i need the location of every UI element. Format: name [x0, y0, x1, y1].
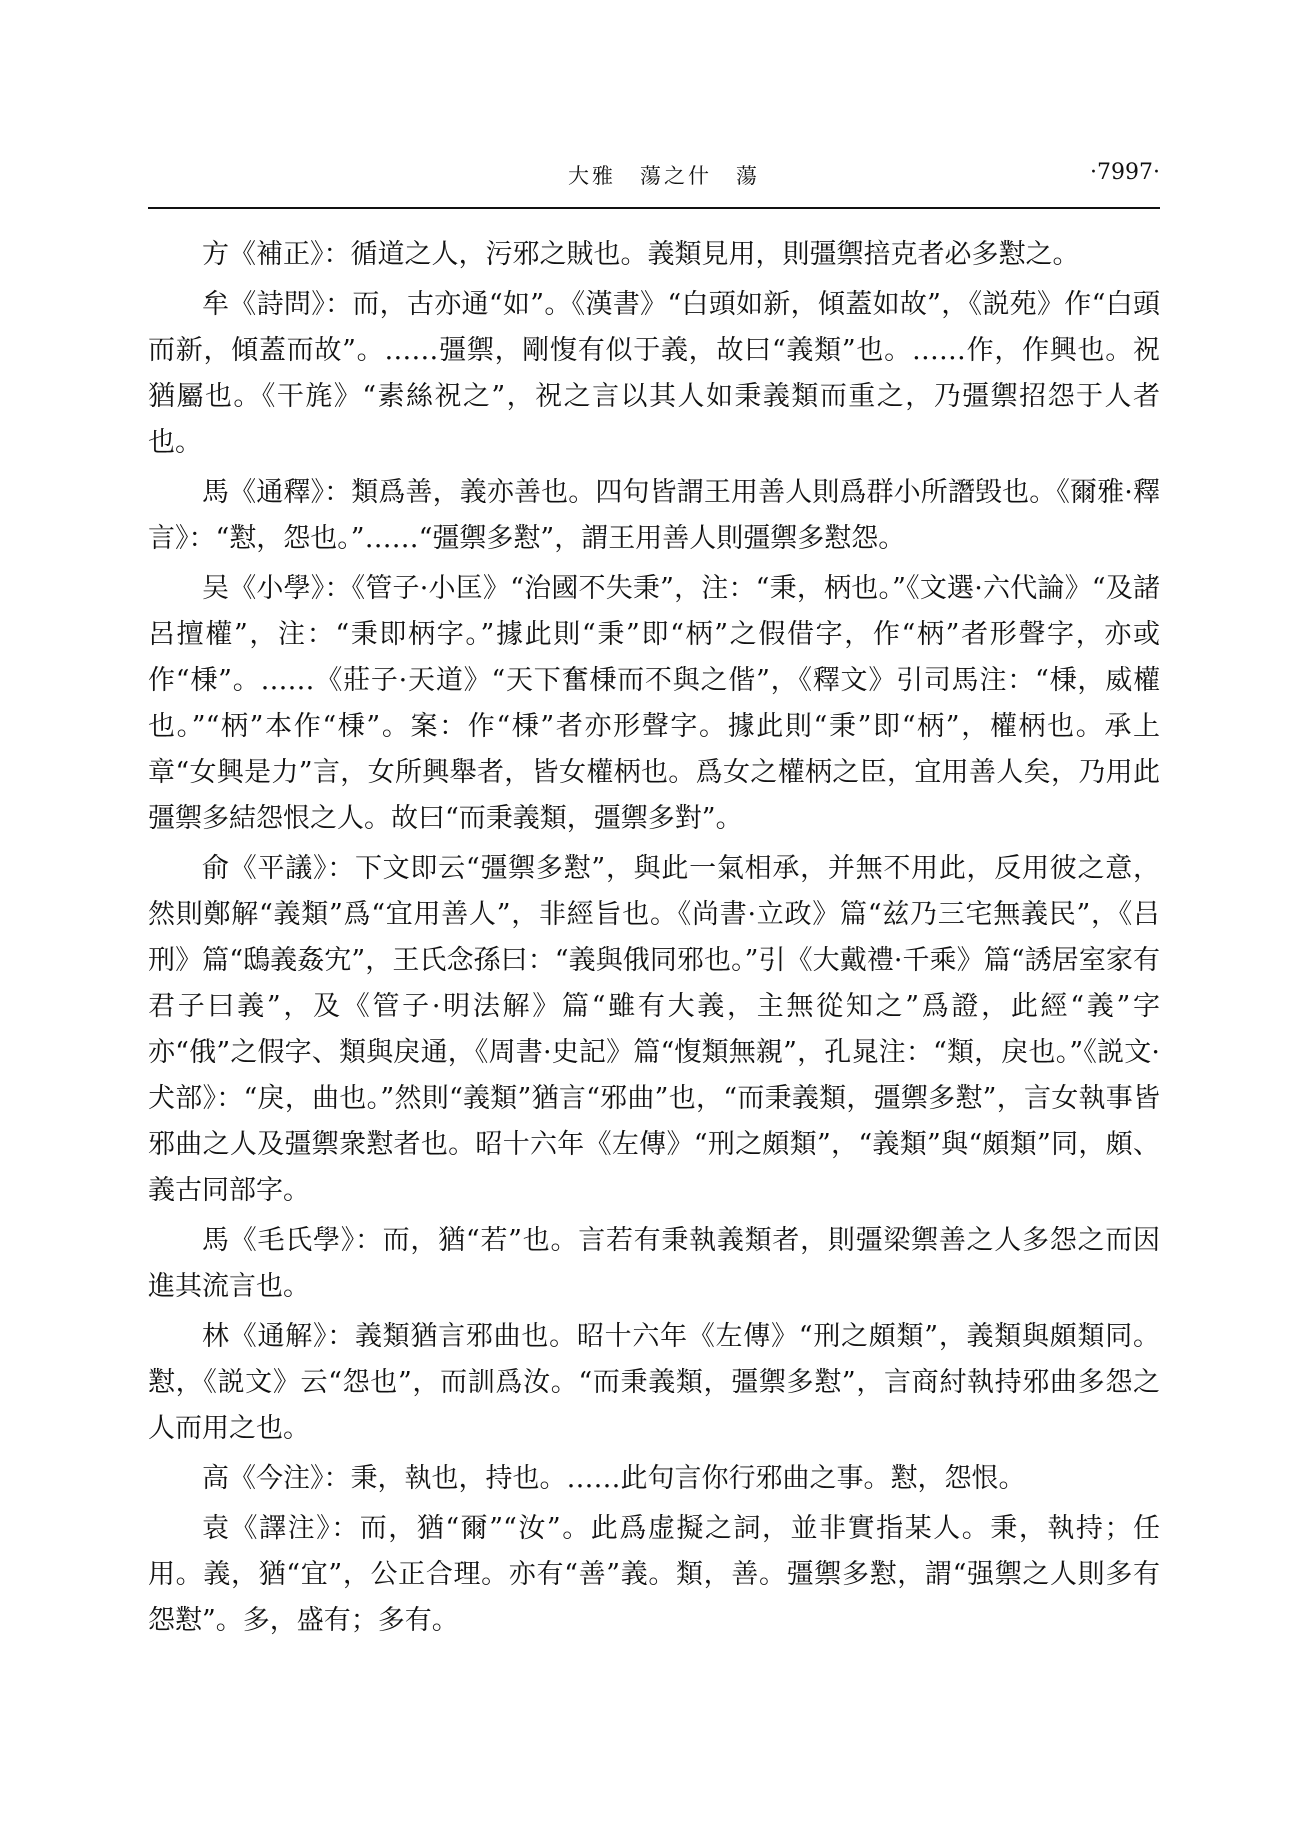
page-header — [148, 160, 1160, 192]
commentary-paragraph: 吴《小學》：《管子·小匡》“治國不失秉”，注：“秉，柄也。”《文選·六代論》“及諸呂擅權”，注：“秉即柄字。”據此則“秉”即“柄”之假借字，作“柄”者形聲字，亦或作“棅”。……《莊子·天道》“天下奮棅而不與之偕”，《釋文》引司馬注：“棅，威權也。”“柄”本作“棅”。案：作“棅”者亦形聲字。據此則“秉”即“柄”，權柄也。承上章“女興是力”言，女所興舉者，皆女權柄也。爲女之權柄之臣，宜用善人矣，乃用此彊禦多結怨恨之人。故曰“而秉義類，彊禦多對”。 — [148, 573, 1160, 834]
commentary-paragraph: 袁《譯注》：而，猶“爾”“汝”。此爲虚擬之詞，並非實指某人。秉，執持；任用。義，猶“宜”，公正合理。亦有“善”義。類，善。彊禦多懟，謂“强禦之人則多有怨懟”。多，盛有；多有。 — [148, 1513, 1160, 1636]
commentary-paragraph: 牟《詩問》：而，古亦通“如”。《漢書》“白頭如新，傾蓋如故”，《説苑》作“白頭而新，傾蓋而故”。……彊禦，剛愎有似于義，故曰“義類”也。……作，作興也。祝猶屬也。《干旄》“素絲祝之”，祝之言以其人如秉義類而重之，乃彊禦招怨于人者也。 — [148, 289, 1160, 458]
commentary-paragraph: 高《今注》：秉，執也，持也。……此句言你行邪曲之事。懟，怨恨。 — [202, 1463, 1026, 1494]
commentary-paragraph: 俞《平議》：下文即云“彊禦多懟”，與此一氣相承，并無不用此，反用彼之意，然則鄭解“義類”爲“宜用善人”，非經旨也。《尚書·立政》篇“兹乃三宅無義民”，《吕刑》篇“鴟義姦宄”，王氏念孫曰：“義與俄同邪也。”引《大戴禮·千乘》篇“誘居室家有君子曰義”，及《管子·明法解》篇“雖有大義，主無從知之”爲證，此經“義”字亦“俄”之假字、類與戾通，《周書·史記》篇“愎類無親”，孔晁注：“類，戾也。”《説文·犬部》：“戾，曲也。”然則“義類”猶言“邪曲”也，“而秉義類，彊禦多懟”，言女執事皆邪曲之人及彊禦衆懟者也。昭十六年《左傳》“刑之頗類”，“義類”與“頗類”同，頗、義古同部字。 — [148, 853, 1160, 1206]
commentary-paragraph: 馬《通釋》：類爲善，義亦善也。四句皆謂王用善人則爲群小所譖毁也。《爾雅·釋言》：“懟，怨也。”……“彊禦多懟”，謂王用善人則彊禦多懟怨。 — [148, 477, 1160, 554]
page-number: ·7997· — [1090, 160, 1160, 185]
running-title: 大雅 蕩之什 蕩 — [568, 164, 760, 188]
header-rule — [148, 207, 1160, 209]
commentary-paragraph: 林《通解》：義類猶言邪曲也。昭十六年《左傳》“刑之頗類”，義類與頗類同。懟，《説文》云“怨也”，而訓爲汝。“而秉義類，彊禦多懟”，言商紂執持邪曲多怨之人而用之也。 — [148, 1321, 1160, 1444]
commentary-paragraph: 馬《毛氏學》：而，猶“若”也。言若有秉執義類者，則彊梁禦善之人多怨之而因進其流言也。 — [148, 1225, 1160, 1302]
body-text — [148, 232, 1160, 1648]
commentary-paragraph: 方《補正》：循道之人，污邪之賊也。義類見用，則彊禦掊克者必多懟之。 — [202, 239, 1080, 270]
